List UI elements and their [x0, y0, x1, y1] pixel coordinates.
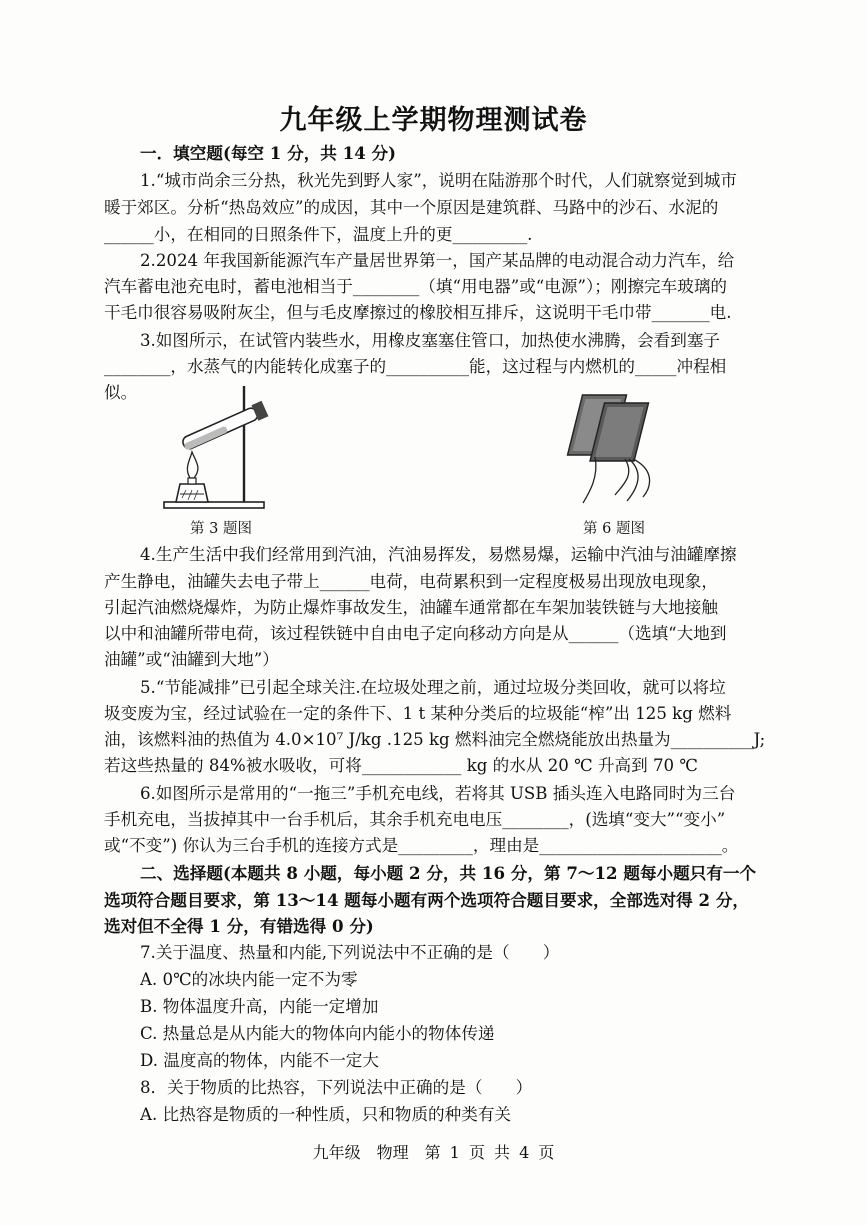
q2-line-2: 汽车蓄电池充电时，蓄电池相当于________（填“用电器”或“电源”）；刚擦完车玻璃的: [104, 277, 728, 296]
q4-line-2: 产生静电，油罐失去电子带上______电荷，电荷累积到一定程度极易出现放电现象，: [104, 572, 718, 591]
fig6-charging-cable: [565, 385, 665, 510]
q7-option-c: C. 热量总是从内能大的物体向内能小的物体传递: [140, 1024, 495, 1043]
page-title: 九年级上学期物理测试卷: [279, 105, 588, 136]
page-footer: 九年级 物理 第 1 页 共 4 页: [312, 1143, 555, 1162]
q7-option-d: D. 温度高的物体，内能不一定大: [140, 1051, 379, 1070]
fig6-caption: 第 6 题图: [583, 521, 645, 537]
q1-line-2: 暖于郊区。分析“热岛效应”的成因，其中一个原因是建筑群、马路中的沙石、水泥的: [104, 198, 719, 217]
q4-line-3: 引起汽油燃烧爆炸，为防止爆炸事故发生，油罐车通常都在车架加装铁链与大地接触: [104, 598, 718, 617]
section2-heading-line-2: 选项符合题目要求，第 13～14 题每小题有两个选项符合题目要求，全部选对得 2 分，: [104, 890, 750, 910]
q3-line-3: 似。: [104, 383, 138, 402]
section2-heading-line-3: 选对但不全得 1 分，有错选得 0 分): [104, 916, 374, 936]
q7-stem: 7.关于温度、热量和内能,下列说法中不正确的是（ ）: [140, 943, 560, 962]
q5-line-2: 圾变废为宝，经过试验在一定的条件下、1 t 某种分类后的垃圾能“榨”出 125 kg 燃料: [104, 704, 732, 723]
q8-option-a: A. 比热容是物质的一种性质，只和物质的种类有关: [140, 1105, 512, 1124]
q6-line-1: 6.如图所示是常用的“一拖三”手机充电线，若将其 USB 插头连入电路同时为三台: [140, 784, 736, 803]
q6-line-2: 手机充电，当拔掉其中一台手机后，其余手机充电电压________，(选填“变大”“变小”: [104, 810, 726, 829]
q2-line-3: 干毛巾很容易吸附灰尘，但与毛皮摩擦过的橡胶相互排斥，这说明干毛巾带_______电.: [104, 303, 732, 322]
q3-line-1: 3.如图所示，在试管内装些水，用橡皮塞塞住管口，加热使水沸腾，会看到塞子: [140, 331, 721, 350]
q2-line-1: 2.2024 年我国新能源汽车产量居世界第一，国产某品牌的电动混合动力汽车，给: [140, 251, 735, 270]
q8-stem: 8．关于物质的比热容，下列说法中正确的是（ ）: [140, 1078, 533, 1097]
section2-heading-line-1: 二、选择题(本题共 8 小题，每小题 2 分，共 16 分，第 7～12 题每小题只有一个: [140, 863, 757, 883]
section1-heading: 一．填空题(每空 1 分，共 14 分): [140, 143, 396, 163]
q4-line-1: 4.生产生活中我们经常用到汽油，汽油易挥发，易燃易爆，运输中汽油与油罐摩擦: [140, 545, 737, 564]
q1-line-1: 1.“城市尚余三分热，秋光先到野人家”，说明在陆游那个时代，人们就察觉到城市: [140, 171, 737, 190]
q7-option-a: A. 0℃的冰块内能一定不为零: [140, 970, 358, 989]
q5-line-3: 油，该燃料油的热值为 4.0×10⁷ J/kg .125 kg 燃料油完全燃烧能放出热量为__________J;: [104, 730, 766, 749]
q1-line-3: ______小，在相同的日照条件下，温度上升的更_________.: [104, 225, 533, 244]
fig3-test-tube-apparatus: [160, 378, 290, 513]
q3-line-2: ________，水蒸气的内能转化成塞子的__________能，这过程与内燃机的_____冲程相: [104, 357, 727, 376]
q5-line-1: 5.“节能减排”已引起全球关注.在垃圾处理之前，通过垃圾分类回收，就可以将垃: [140, 678, 726, 697]
q5-line-4: 若这些热量的 84%被水吸收，可将____________ kg 的水从 20 ℃ 升高到 70 ℃: [104, 756, 698, 775]
q4-line-5: 油罐”或“油罐到大地”）: [104, 650, 279, 669]
q4-line-4: 以中和油罐所带电荷，该过程铁链中自由电子定向移动方向是从______（选填“大地到: [104, 624, 727, 643]
q7-option-b: B. 物体温度升高，内能一定增加: [140, 997, 379, 1016]
fig3-caption: 第 3 题图: [190, 521, 252, 537]
q6-line-3: 或“不变”) 你认为三台手机的连接方式是_________，理由是______________________。: [104, 836, 739, 855]
